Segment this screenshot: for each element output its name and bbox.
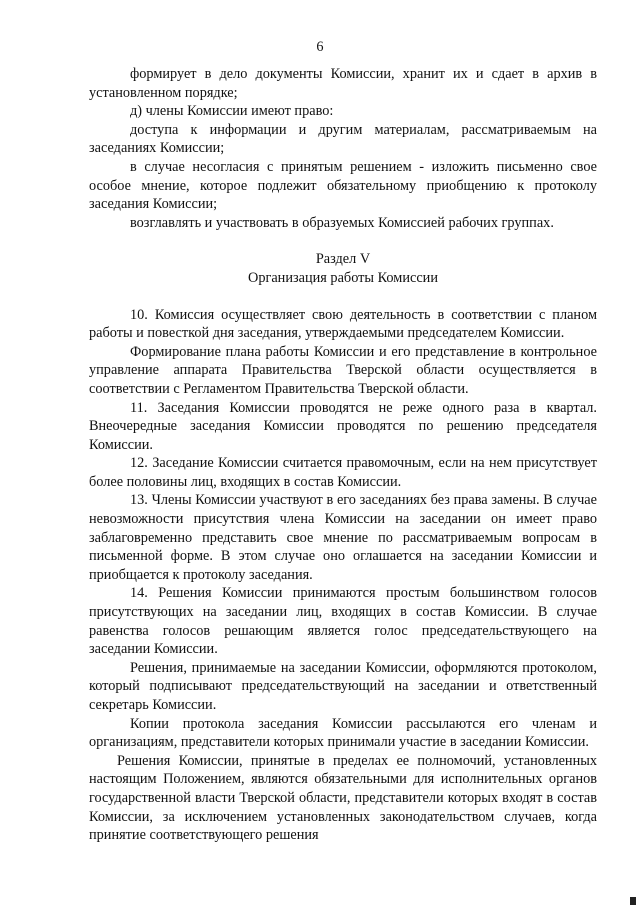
paragraph-clause-10: 10. Комиссия осуществляет свою деятельность в соответствии с планом работы и повесткой дня заседания, утверждаемыми председателем Комиссии. (89, 306, 597, 342)
paragraph-clause-13: 13. Члены Комиссии участвуют в его заседаниях без права замены. В случае невозможности присутствия члена Комиссии на заседании он имеет право заблаговременно представить свое мнение по рассматриваемым вопросам в письменной форме. В этом случае оно оглашается на заседании Комиссии и приобщается к протоколу заседания. (89, 492, 597, 583)
paragraph-access-to-information: доступа к информации и другим материалам, рассматриваемым на заседаниях Комиссии; (89, 121, 597, 157)
section-title: Организация работы Комиссии (248, 269, 438, 286)
paragraph-dissenting-opinion: в случае несогласия с принятым решением - изложить письменно свое особое мнение, которое подлежит обязательному приобщению к протоколу заседания Комиссии; (89, 158, 597, 213)
paragraph-archive-duty: формирует в дело документы Комиссии, хранит их и сдает в архив в установленном порядке; (89, 66, 597, 101)
paragraph-protocol-copies: Копии протокола заседания Комиссии рассылаются его членам и организациям, представители которых принимали участие в заседании Комиссии. (89, 715, 597, 751)
paragraph-clause-11: 11. Заседания Комиссии проводятся не реже одного раза в квартал. Внеочередные заседания Комиссии проводятся по решению председателя Комиссии. (89, 399, 597, 453)
section-label: Раздел V (315, 251, 371, 268)
paragraph-decisions-protocol: Решения, принимаемые на заседании Комиссии, оформляются протоколом, который подписывают председательствующий на заседании и ответственный секретарь Комиссии. (89, 659, 597, 713)
paragraph-clause-14: 14. Решения Комиссии принимаются простым большинством голосов присутствующих на заседании лиц, входящих в состав Комиссии. В случае равенства голосов решающим является голос председательствующего на заседании Комиссии. (89, 585, 597, 658)
paragraph-plan-formation: Формирование плана работы Комиссии и его представление в контрольное управление аппарата Правительства Тверской области осуществляется в соответствии с Регламентом Правительства Тверской области. (89, 343, 597, 397)
paragraph-decisions-binding: Решения Комиссии, принятые в пределах ее полномочий, установленных настоящим Положением, являются обязательными для исполнительных органов государственной власти Тверской области, представители которых входят в состав Комиссии, за исключением установленных законодательством случаев, когда принятие соответствующего решения (89, 752, 597, 844)
paragraph-clause-12: 12. Заседание Комиссии считается правомочным, если на нем присутствует более половины лиц, входящих в состав Комиссии. (89, 455, 597, 490)
page-number: 6 (316, 39, 324, 55)
paragraph-working-groups: возглавлять и участвовать в образуемых Комиссией рабочих группах. (130, 214, 554, 231)
scan-edge-mark (630, 897, 636, 905)
document-body (89, 65, 597, 845)
spacer (89, 288, 597, 306)
spacer (89, 232, 597, 250)
paragraph-members-rights-heading: д) члены Комиссии имеют право: (130, 103, 334, 120)
